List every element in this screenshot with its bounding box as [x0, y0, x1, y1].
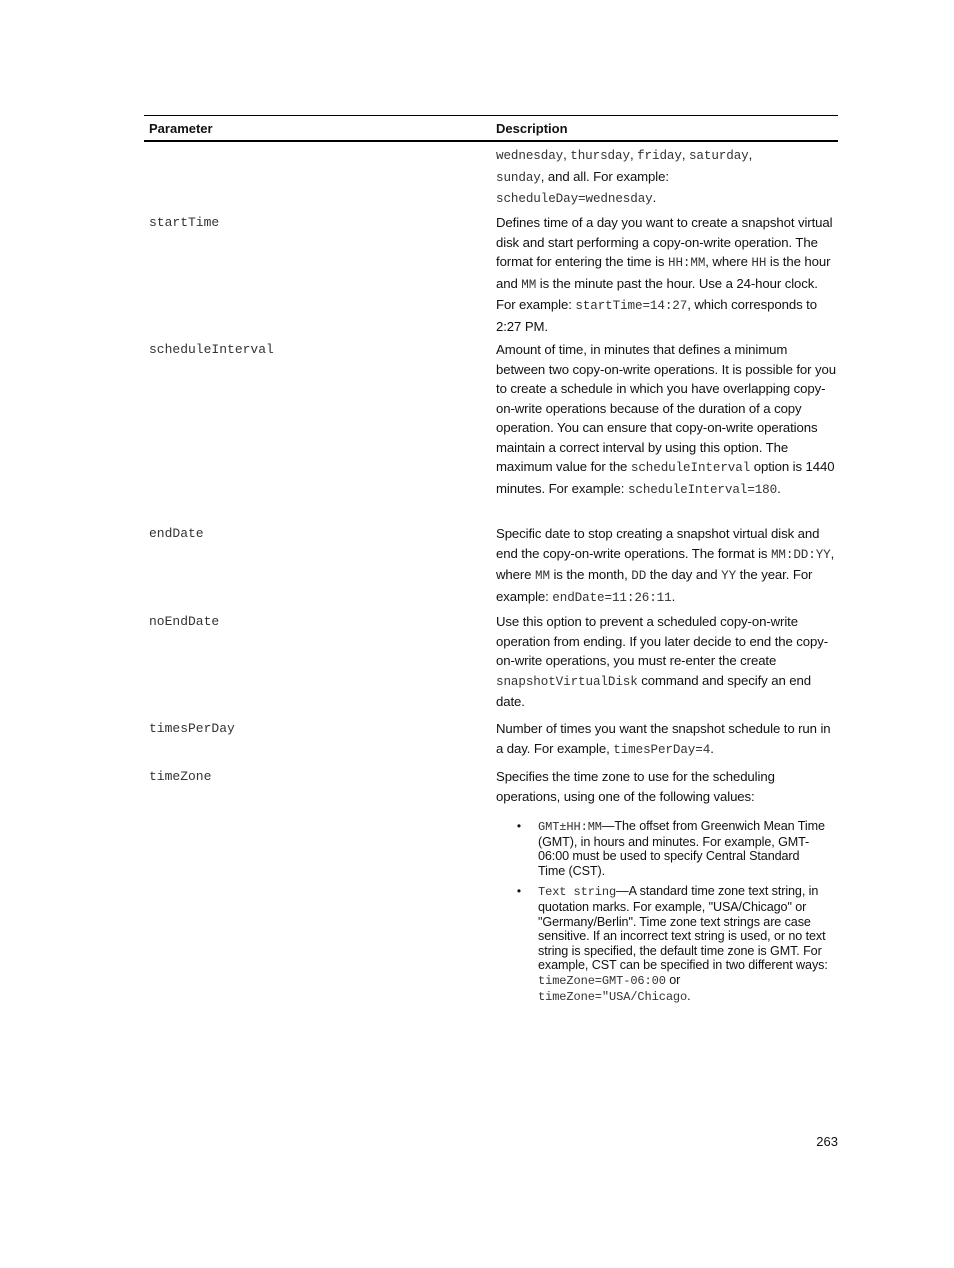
text: option is 1440 minutes. For example:	[496, 459, 835, 496]
table-row-noenddate	[144, 612, 838, 712]
text: ,	[563, 147, 571, 162]
param-name: timeZone	[149, 769, 212, 784]
text: command and specify an end date.	[496, 672, 811, 709]
description-cell	[491, 145, 838, 210]
text: —A standard time zone text string, in quotation marks. For example, "USA/Chicago" or "Germany/Berlin". Time zone text strings are case sensitive. If an incorrect text string is used, or no text string is specified, the default time zone is GMT. For example, CST can be specified in two different ways:	[538, 884, 828, 973]
table-row-timesperday	[144, 719, 838, 760]
code: snapshotVirtualDisk	[496, 674, 638, 689]
list-item-text	[538, 819, 828, 878]
description-cell	[491, 340, 838, 500]
code: saturday	[688, 149, 749, 163]
code: timeZone=GMT-06:00	[538, 973, 666, 988]
param-name: noEndDate	[149, 614, 220, 629]
code: Text string	[538, 885, 617, 900]
table-row-enddate	[144, 524, 838, 608]
param-cell	[144, 145, 491, 210]
text: .	[687, 988, 691, 1003]
text: Number of times you want the snapshot schedule to run in a day. For example,	[496, 721, 831, 756]
text: ,	[748, 147, 753, 162]
text: , which corresponds to 2:27 PM.	[496, 297, 817, 334]
table-row-continued	[144, 145, 838, 210]
code: scheduleDay=wednesday	[496, 192, 653, 206]
text: .	[710, 740, 714, 756]
text: , and all. For example:	[540, 168, 669, 184]
list-item	[491, 819, 831, 878]
description-cell	[491, 767, 838, 1004]
param-name: scheduleInterval	[149, 342, 274, 357]
code: thursday	[570, 149, 630, 163]
code: MM:DD:YY	[770, 547, 831, 562]
code: endDate=11:26:11	[552, 590, 672, 605]
header-description: Description	[496, 120, 568, 136]
param-name: endDate	[149, 526, 204, 541]
text: .	[652, 190, 657, 205]
code: DD	[631, 569, 647, 583]
page-number: 263	[816, 1134, 838, 1149]
text: the year. For example:	[496, 567, 813, 604]
description-cell	[491, 719, 838, 760]
code: sunday	[496, 170, 541, 185]
text: the day and	[646, 567, 722, 582]
list-item-text	[538, 884, 828, 1004]
text: Defines time of a day you want to create a snapshot virtual disk and start performing a copy-on-write operation. The format for entering the time is	[496, 215, 833, 269]
table-header-row	[144, 116, 838, 142]
code: GMT±HH:MM	[538, 820, 602, 834]
bullet-marker: •	[516, 884, 521, 899]
text: is the minute past the hour. Use a 24-hour clock. For example:	[496, 275, 818, 312]
code: scheduleInterval=180	[627, 482, 778, 497]
text: or	[665, 972, 681, 987]
text: Use this option to prevent a scheduled copy-on-write operation from ending. If you later decide to end the copy-on-write operations, you must re-enter the create	[496, 614, 829, 668]
code: scheduleInterval	[630, 461, 751, 475]
code: friday	[637, 149, 682, 163]
text: , where	[705, 254, 752, 269]
list-item	[491, 884, 831, 1004]
text: .	[671, 588, 676, 604]
text: ,	[629, 147, 638, 162]
code: wednesday	[496, 149, 564, 163]
param-name: startTime	[149, 215, 220, 230]
code: timeZone="USA/Chicago	[538, 989, 688, 1004]
header-parameter: Parameter	[149, 120, 213, 136]
code: YY	[721, 569, 737, 583]
code: MM	[521, 277, 537, 292]
text: Specifies the time zone to use for the scheduling operations, using one of the following values:	[496, 769, 775, 804]
code: MM	[534, 569, 550, 583]
param-name: timesPerDay	[149, 721, 235, 736]
text: , where	[496, 545, 835, 582]
code: HH	[751, 256, 767, 270]
text: ,	[681, 147, 689, 162]
bullet-marker: •	[516, 819, 521, 833]
parameter-table	[144, 115, 838, 1004]
description-cell	[491, 612, 838, 712]
text: is the month,	[549, 567, 632, 582]
text: —The offset from Greenwich Mean Time (GMT), in hours and minutes. For example, GMT-06:00 must be used to specify Central Standard Time (CST).	[538, 819, 825, 878]
text: .	[777, 480, 781, 496]
table-row-starttime	[144, 213, 838, 336]
table-row-scheduleinterval	[144, 340, 838, 500]
text: is the hour and	[496, 254, 831, 291]
text: Amount of time, in minutes that defines a minimum between two copy-on-write operations. It is possible for you to create a schedule in which you have overlapping copy-on-write operations because of the duration of a copy operation. You can ensure that copy-on-write operations maintain a correct interval by using this option. The maximum value for the	[496, 342, 836, 474]
description-cell	[491, 524, 838, 608]
code: startTime=14:27	[575, 299, 688, 313]
text: Specific date to stop creating a snapshot virtual disk and end the copy-on-write operations. The format is	[496, 526, 820, 561]
description-cell	[491, 213, 838, 336]
bullet-list	[491, 819, 831, 1010]
code: HH:MM	[667, 256, 706, 270]
table-row-timezone	[144, 767, 838, 1004]
code: timesPerDay=4	[613, 742, 711, 757]
